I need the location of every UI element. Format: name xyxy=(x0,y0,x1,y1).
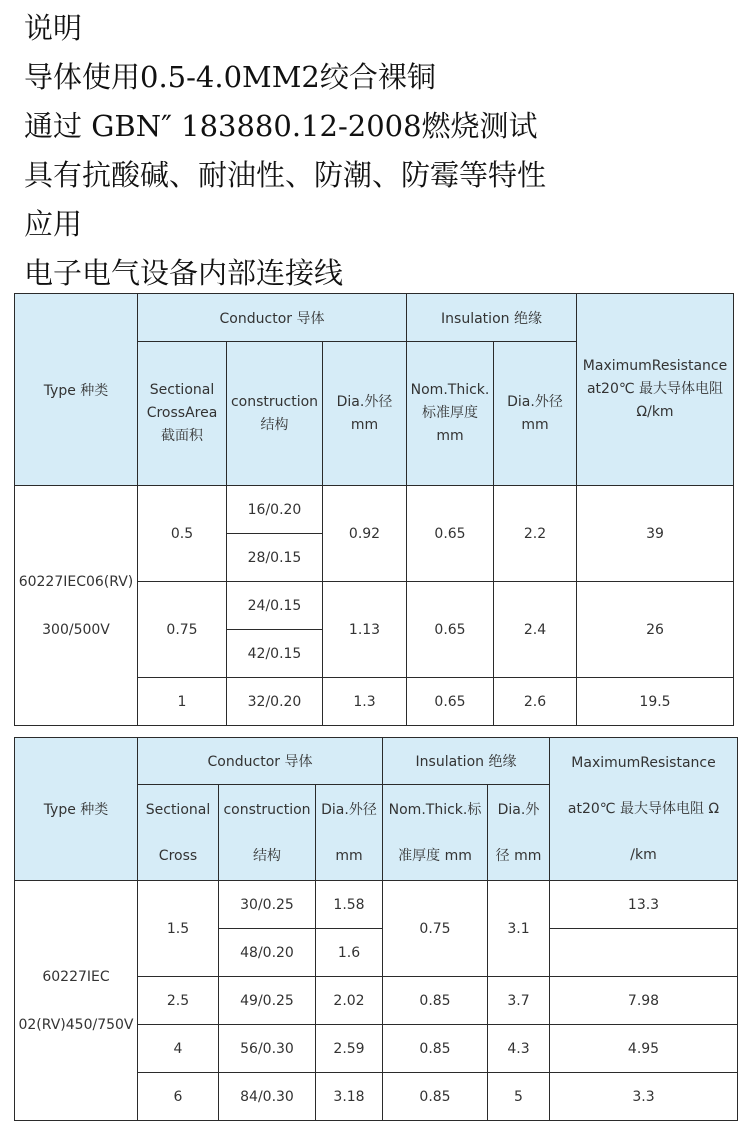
cell-construction: 28/0.15 xyxy=(227,534,323,582)
cell-area: 0.75 xyxy=(138,582,227,678)
cell-insulation-diameter: 2.2 xyxy=(494,486,577,582)
header-nominal-thickness: Nom.Thick. 标准厚度 mm xyxy=(407,342,494,486)
header-conductor-diameter: Dia.外径 mm xyxy=(316,785,383,881)
cell-diameter: 3.18 xyxy=(316,1073,383,1121)
flame-test-note: 通过 GBN″ 183880.12-2008燃烧测试 xyxy=(24,109,538,143)
header-type: Type 种类 xyxy=(15,738,138,881)
cell-diameter: 2.02 xyxy=(316,977,383,1025)
cell-diameter: 1.3 xyxy=(323,678,407,726)
cell-nominal-thickness: 0.85 xyxy=(383,1025,488,1073)
header-insulation: Insulation 绝缘 xyxy=(383,738,550,785)
cell-diameter: 1.6 xyxy=(316,929,383,977)
cell-nominal-thickness: 0.85 xyxy=(383,1073,488,1121)
cell-insulation-diameter: 2.6 xyxy=(494,678,577,726)
header-insulation: Insulation 绝缘 xyxy=(407,294,577,342)
cell-insulation-diameter: 3.1 xyxy=(488,881,550,977)
cell-resistance: 3.3 xyxy=(550,1073,738,1121)
cell-resistance: 26 xyxy=(577,582,734,678)
application-note: 电子电气设备内部连接线 xyxy=(24,256,344,290)
conductor-note: 导体使用0.5-4.0MM2绞合裸铜 xyxy=(24,60,436,94)
spec-table-rv-450-750v xyxy=(14,737,738,1121)
header-sectional-area: Sectional CrossArea 截面积 xyxy=(138,342,227,486)
header-conductor: Conductor 导体 xyxy=(138,738,383,785)
cell-diameter: 0.92 xyxy=(323,486,407,582)
header-type: Type 种类 xyxy=(15,294,138,486)
cell-construction: 84/0.30 xyxy=(219,1073,316,1121)
cell-diameter: 1.13 xyxy=(323,582,407,678)
cell-resistance: 4.95 xyxy=(550,1025,738,1073)
cell-insulation-diameter: 4.3 xyxy=(488,1025,550,1073)
cell-resistance xyxy=(550,929,738,977)
cell-area: 6 xyxy=(138,1073,219,1121)
cell-resistance: 7.98 xyxy=(550,977,738,1025)
type-label: 60227IEC 02(RV)450/750V xyxy=(15,881,138,1121)
cell-insulation-diameter: 2.4 xyxy=(494,582,577,678)
cell-area: 1.5 xyxy=(138,881,219,977)
header-max-resistance: MaximumResistance at20℃ 最大导体电阻 Ω /km xyxy=(550,738,738,881)
cell-area: 1 xyxy=(138,678,227,726)
header-conductor-diameter: Dia.外径 mm xyxy=(323,342,407,486)
cell-area: 0.5 xyxy=(138,486,227,582)
cell-nominal-thickness: 0.65 xyxy=(407,486,494,582)
header-construction: construction 结构 xyxy=(227,342,323,486)
cell-construction: 48/0.20 xyxy=(219,929,316,977)
cell-nominal-thickness: 0.65 xyxy=(407,678,494,726)
cell-area: 2.5 xyxy=(138,977,219,1025)
cell-area: 4 xyxy=(138,1025,219,1073)
cell-nominal-thickness: 0.75 xyxy=(383,881,488,977)
header-conductor: Conductor 导体 xyxy=(138,294,407,342)
header-insulation-diameter: Dia.外径 mm xyxy=(494,342,577,486)
section-heading-application: 应用 xyxy=(24,207,83,241)
spec-table-rv-300-500v xyxy=(14,293,734,726)
cell-resistance: 13.3 xyxy=(550,881,738,929)
type-label: 60227IEC06(RV) 300/500V xyxy=(15,486,138,726)
cell-construction: 16/0.20 xyxy=(227,486,323,534)
header-insulation-diameter: Dia.外 径 mm xyxy=(488,785,550,881)
cell-construction: 42/0.15 xyxy=(227,630,323,678)
cell-resistance: 19.5 xyxy=(577,678,734,726)
cell-construction: 32/0.20 xyxy=(227,678,323,726)
cell-construction: 30/0.25 xyxy=(219,881,316,929)
header-construction: construction 结构 xyxy=(219,785,316,881)
cell-construction: 56/0.30 xyxy=(219,1025,316,1073)
cell-insulation-diameter: 5 xyxy=(488,1073,550,1121)
section-heading-description: 说明 xyxy=(24,11,83,45)
cell-construction: 49/0.25 xyxy=(219,977,316,1025)
cell-resistance: 39 xyxy=(577,486,734,582)
cell-nominal-thickness: 0.65 xyxy=(407,582,494,678)
cell-insulation-diameter: 3.7 xyxy=(488,977,550,1025)
header-nominal-thickness: Nom.Thick.标 准厚度 mm xyxy=(383,785,488,881)
intro-text xyxy=(24,4,546,298)
cell-diameter: 1.58 xyxy=(316,881,383,929)
header-sectional-area: Sectional Cross xyxy=(138,785,219,881)
cell-nominal-thickness: 0.85 xyxy=(383,977,488,1025)
cell-diameter: 2.59 xyxy=(316,1025,383,1073)
header-max-resistance: MaximumResistance at20℃ 最大导体电阻 Ω/km xyxy=(577,294,734,486)
resistance-properties-note: 具有抗酸碱、耐油性、防潮、防霉等特性 xyxy=(24,158,547,192)
cell-construction: 24/0.15 xyxy=(227,582,323,630)
